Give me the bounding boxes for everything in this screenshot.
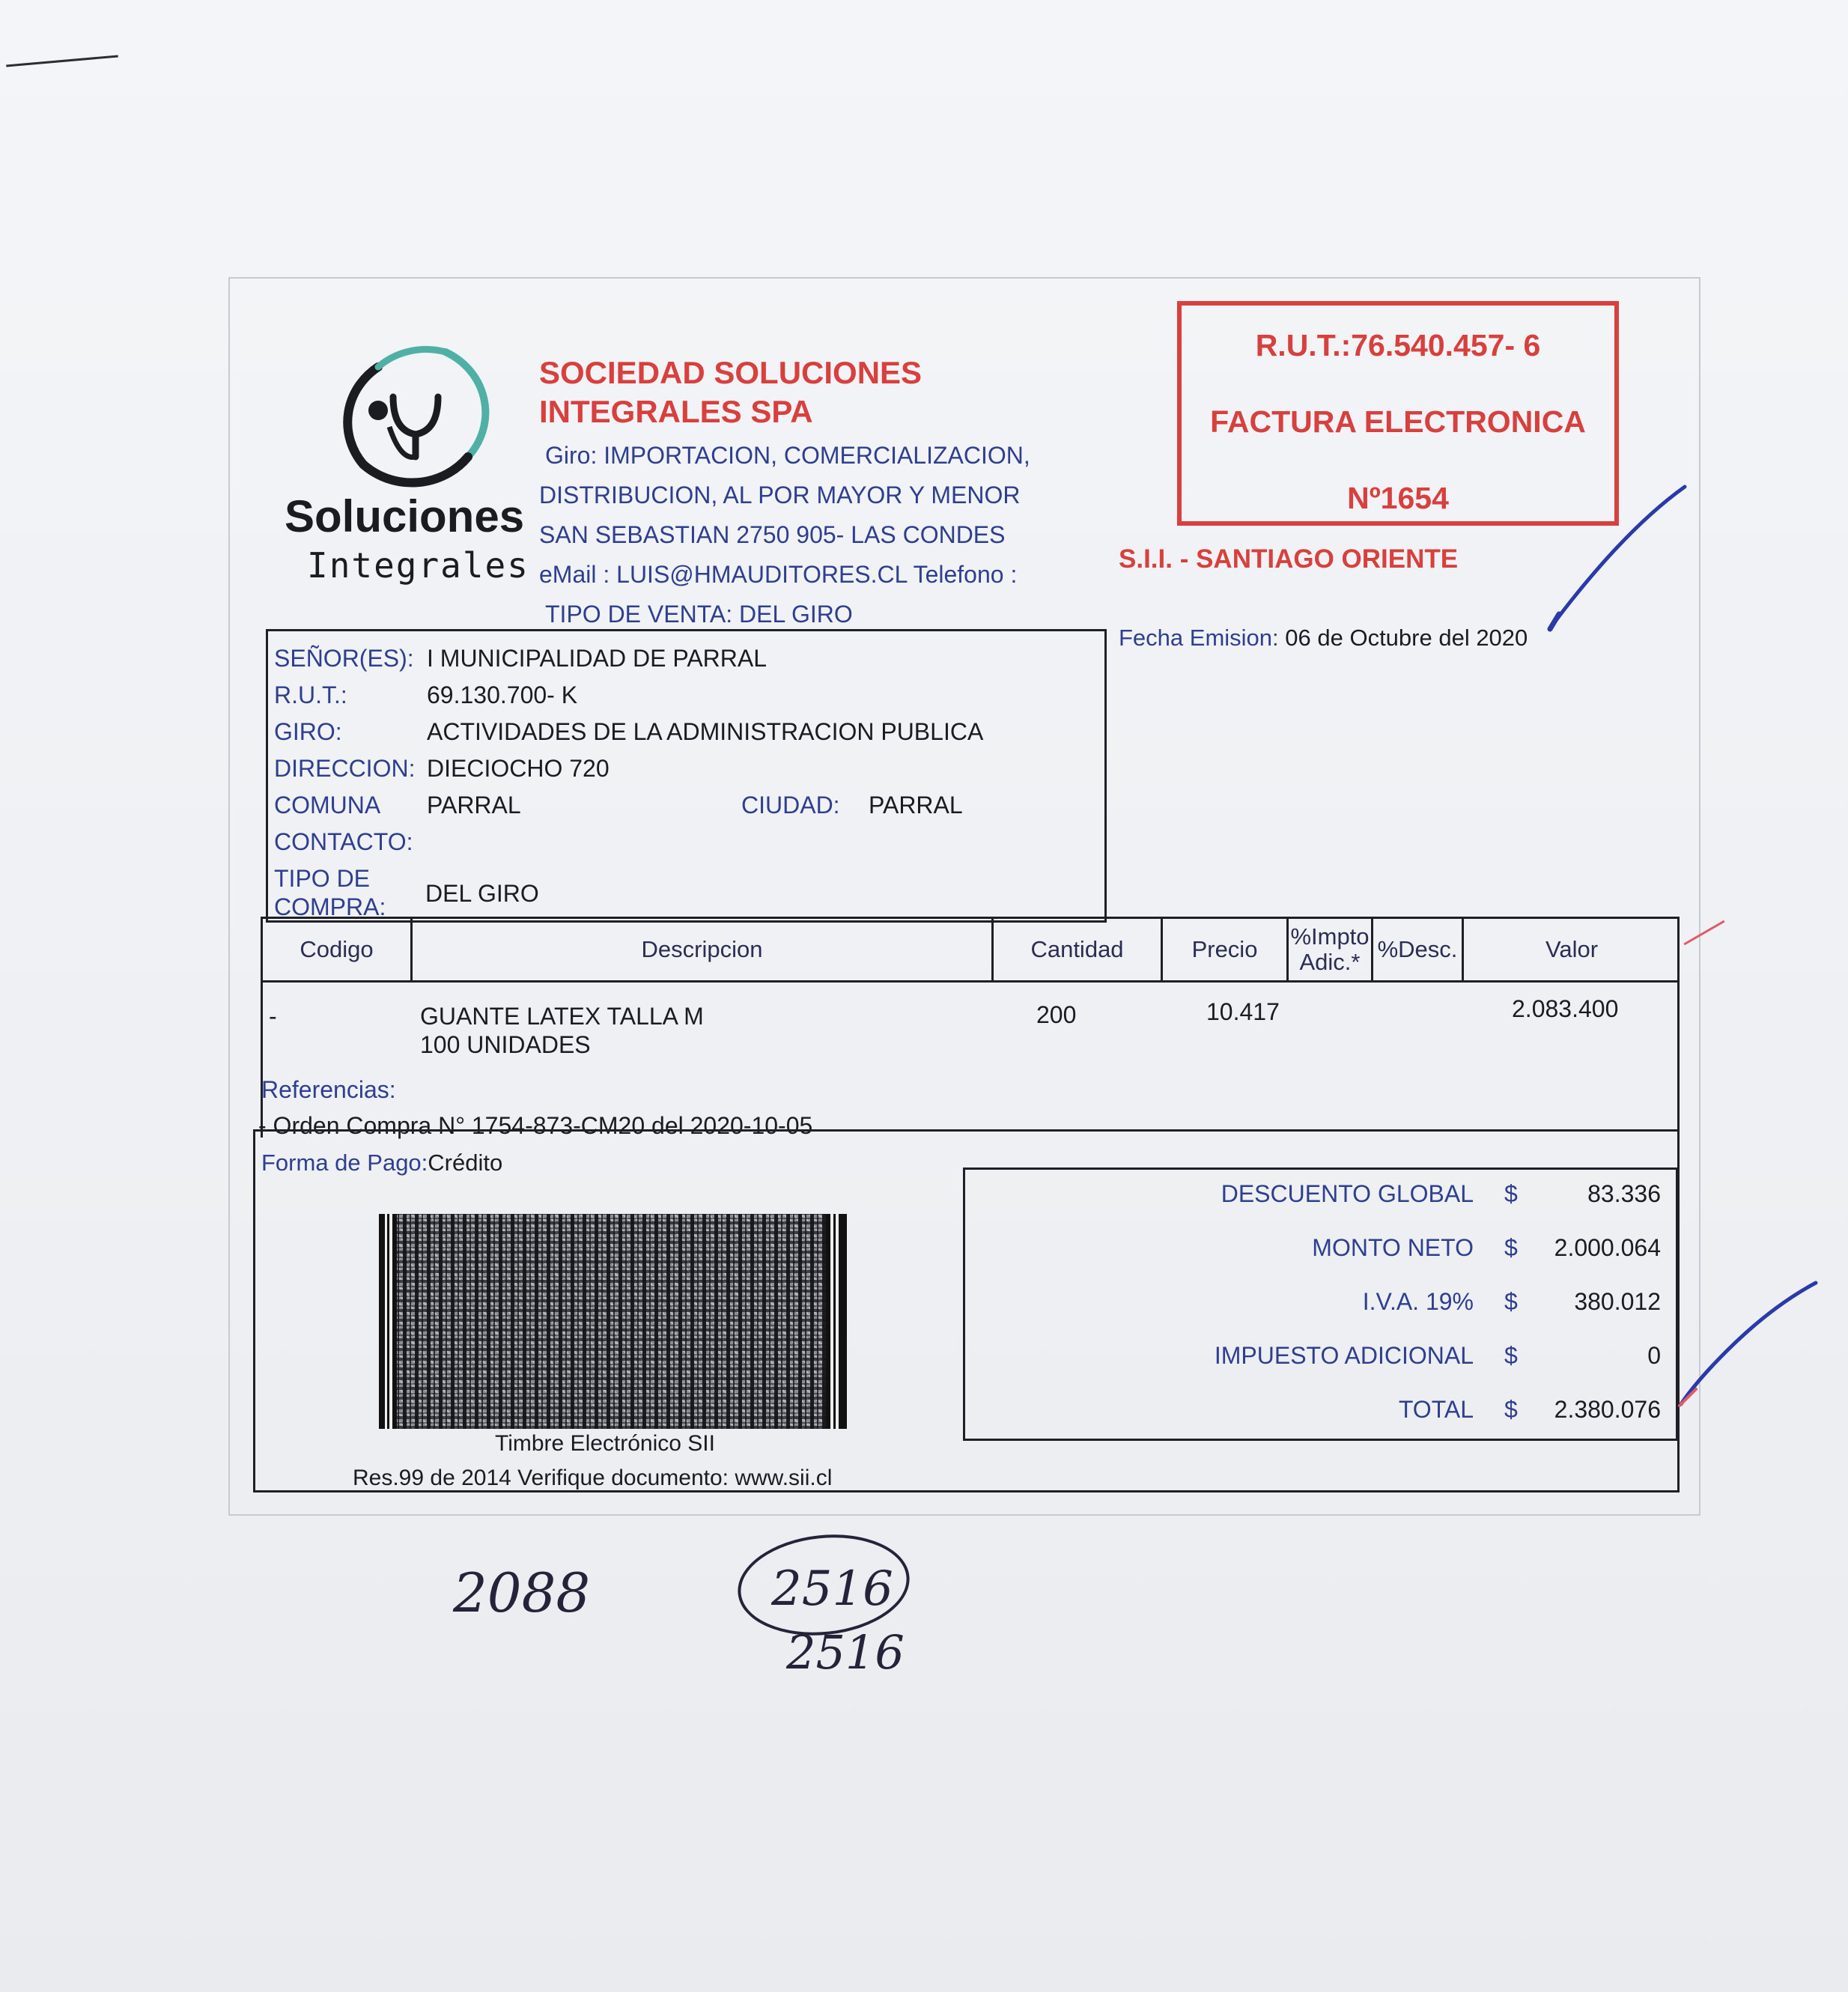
customer-comuna-label: COMUNA [274,792,381,819]
totals-total-currency: $ [1504,1396,1518,1423]
customer-senor-label: SEÑOR(ES): [274,645,414,672]
customer-comuna-value: PARRAL [427,792,521,819]
totals-neto-currency: $ [1504,1234,1518,1261]
header-cantidad: Cantidad [994,919,1163,980]
invoice-number: Nº1654 [1347,481,1449,515]
pen-checkmark-top [1542,479,1692,644]
totals-row-total [965,1396,1676,1433]
row-description-line1: GUANTE LATEX TALLA M [420,1003,704,1030]
handwritten-note-circled: 2516 [771,1561,893,1617]
totals-iva-currency: $ [1504,1288,1518,1315]
row-valor: 2.083.400 [1512,995,1619,1022]
stamp-caption: Timbre Electrónico SII [495,1431,715,1456]
handwritten-note-below: 2516 [786,1625,905,1680]
customer-contacto-label: CONTACTO: [274,828,413,855]
row-codigo: - [269,1003,277,1030]
totals-impuesto-value: 0 [1647,1342,1661,1369]
totals-row-neto [965,1234,1676,1272]
totals-iva-value: 380.012 [1574,1288,1661,1315]
totals-iva-label: I.V.A. 19% [1362,1288,1474,1315]
stethoscope-icon [333,344,498,494]
handwritten-note-left: 2088 [453,1561,591,1624]
header-desc: %Desc. [1373,919,1464,980]
totals-descuento-label: DESCUENTO GLOBAL [1221,1180,1474,1207]
barcode-left-guard [379,1214,397,1429]
totals-total-value: 2.380.076 [1554,1396,1661,1423]
customer-giro-label: GIRO: [274,718,342,745]
customer-direccion-value: DIECIOCHO 720 [427,755,610,782]
payment-value: Crédito [428,1150,503,1176]
barcode-right-guard [826,1214,847,1429]
customer-direccion-label: DIRECCION: [274,755,416,782]
emission-date-label: Fecha Emision: [1119,625,1279,651]
customer-rut-value: 69.130.700- K [427,681,578,708]
totals-row-impuesto [965,1342,1676,1379]
header-valor: Valor [1545,936,1599,962]
header-impto [1289,919,1373,980]
customer-rut-label: R.U.T.: [274,681,347,708]
totals-descuento-value: 83.336 [1587,1180,1661,1207]
header-precio: Precio [1163,919,1289,980]
company-giro-line2: DISTRIBUCION, AL POR MAYOR Y MENOR [539,482,1021,508]
company-logo [281,344,528,592]
stamp-verify: Res.99 de 2014 Verifique documento: www.sii.cl [353,1466,833,1490]
company-sale-type: TIPO DE VENTA: DEL GIRO [545,601,853,628]
row-description-line2: 100 UNIDADES [420,1031,591,1058]
totals-row-iva [965,1288,1676,1326]
payment-method [261,1150,502,1176]
totals-row-descuento [965,1180,1676,1218]
totals-box [963,1167,1678,1441]
row-cantidad: 200 [1036,1001,1077,1028]
electronic-stamp-barcode [379,1214,847,1429]
references-label: Referencias: [261,1076,396,1103]
payment-label: Forma de Pago: [261,1150,428,1176]
company-contact: eMail : LUIS@HMAUDITORES.CL Telefono : [539,561,1018,588]
items-table-header [263,919,1677,983]
company-name-line2: INTEGRALES SPA [539,394,813,429]
lower-section [253,1129,1680,1493]
customer-tipo-label-1: TIPO DE [274,865,371,892]
company-address: SAN SEBASTIAN 2750 905- LAS CONDES [539,521,1006,548]
sii-office: S.I.I. - SANTIAGO ORIENTE [1119,544,1459,574]
emission-date [1119,625,1528,652]
header-codigo: Codigo [263,919,413,980]
pen-checkmark-total [1674,1277,1823,1412]
customer-box [266,629,1107,923]
totals-descuento-currency: $ [1504,1180,1518,1207]
totals-neto-label: MONTO NETO [1312,1234,1474,1261]
company-name-line1: SOCIEDAD SOLUCIONES [539,355,923,390]
company-giro-line1: Giro: IMPORTACION, COMERCIALIZACION, [545,442,1030,469]
logo-word-integrales: Integrales [307,545,529,586]
customer-senor-value: I MUNICIPALIDAD DE PARRAL [427,645,768,672]
totals-impuesto-currency: $ [1504,1342,1518,1369]
totals-neto-value: 2.000.064 [1554,1234,1661,1261]
customer-tipo-value: DEL GIRO [425,880,539,907]
row-precio: 10.417 [1206,998,1280,1025]
emission-date-value: 06 de Octubre del 2020 [1285,625,1528,651]
document-type: FACTURA ELECTRONICA [1210,404,1586,439]
totals-impuesto-label: IMPUESTO ADICIONAL [1214,1342,1474,1369]
reference-line: - Orden Compra N° 1754-873-CM20 del 2020-10-05 [258,1112,813,1139]
items-table [258,917,1680,1139]
customer-giro-value: ACTIVIDADES DE LA ADMINISTRACION PUBLICA [427,718,984,745]
header-descripcion: Descripcion [413,919,994,980]
header-impto-line2: Adic.* [1299,949,1361,975]
customer-ciudad-label: CIUDAD: [741,792,840,819]
header-impto-line1: %Impto [1290,923,1370,950]
customer-tipo-label-2: COMPRA: [274,893,386,920]
customer-ciudad-value: PARRAL [869,792,963,819]
rut-number: R.U.T.:76.540.457- 6 [1255,328,1541,362]
logo-word-soluciones: Soluciones [285,491,525,541]
totals-total-label: TOTAL [1398,1396,1474,1423]
